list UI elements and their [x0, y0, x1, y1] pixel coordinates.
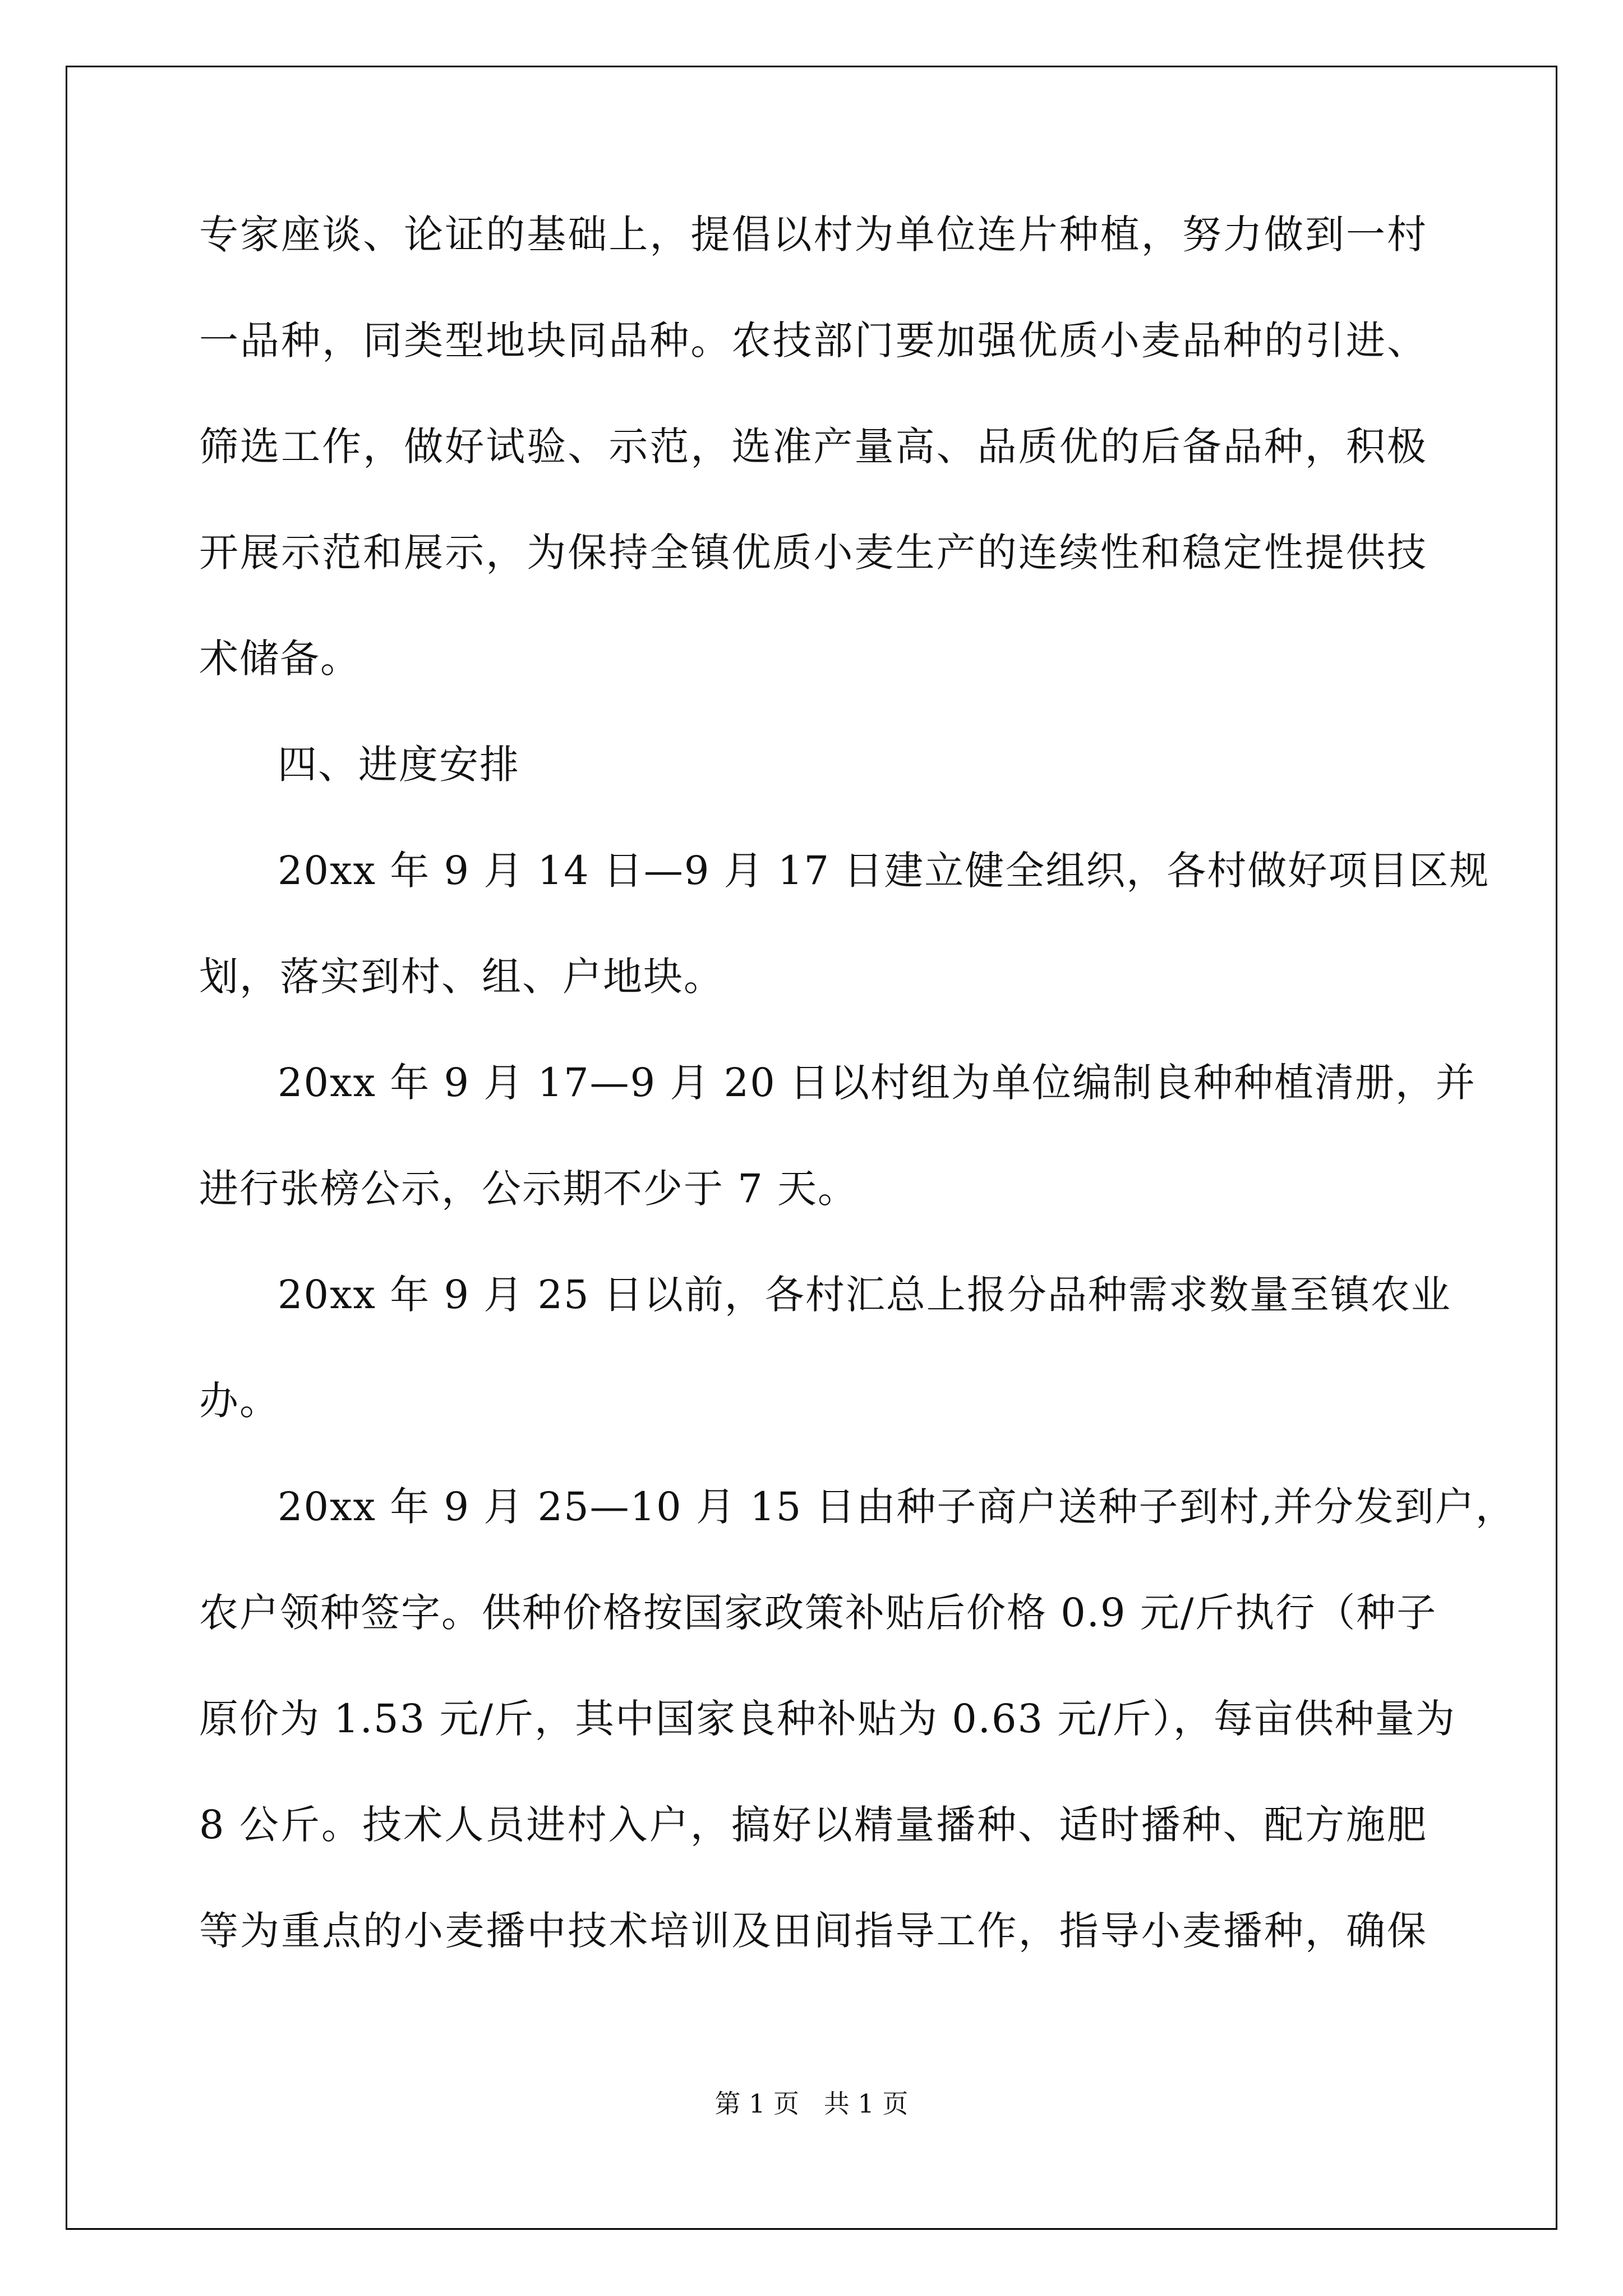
text-line: 专家座谈、论证的基础上，提倡以村为单位连片种植，努力做到一村: [199, 211, 1427, 257]
text-line: 20xx 年 9 月 25 日以前，各村汇总上报分品种需求数量至镇农业: [278, 1272, 1451, 1318]
section-heading: 四、进度安排: [278, 742, 520, 788]
page-number-footer: 第 1 页 共 1 页: [714, 2088, 909, 2119]
text-line: 进行张榜公示，公示期不少于 7 天。: [199, 1166, 859, 1212]
text-line: 筛选工作，做好试验、示范，选准产量高、品质优的后备品种，积极: [199, 424, 1427, 470]
text-line: 20xx 年 9 月 14 日—9 月 17 日建立健全组织，各村做好项目区规: [278, 848, 1490, 894]
text-line: 原价为 1.53 元/斤，其中国家良种补贴为 0.63 元/斤），每亩供种量为: [199, 1696, 1456, 1742]
text-line: 开展示范和展示，为保持全镇优质小麦生产的连续性和稳定性提供技: [199, 530, 1427, 576]
text-line: 术储备。: [199, 636, 361, 682]
text-line: 8 公斤。技术人员进村入户，搞好以精量播种、适时播种、配方施肥: [199, 1802, 1427, 1848]
text-line: 办。: [199, 1378, 280, 1424]
text-line: 20xx 年 9 月 17—9 月 20 日以村组为单位编制良种种植清册，并: [278, 1060, 1476, 1106]
text-line: 划，落实到村、组、户地块。: [199, 954, 724, 1000]
text-line: 一品种，同类型地块同品种。农技部门要加强优质小麦品种的引进、: [199, 318, 1427, 364]
text-line: 20xx 年 9 月 25—10 月 15 日由种子商户送种子到村,并分发到户，: [278, 1484, 1516, 1530]
text-line: 等为重点的小麦播中技术培训及田间指导工作，指导小麦播种，确保: [199, 1908, 1427, 1954]
text-line: 农户领种签字。供种价格按国家政策补贴后价格 0.9 元/斤执行（种子: [199, 1590, 1437, 1636]
